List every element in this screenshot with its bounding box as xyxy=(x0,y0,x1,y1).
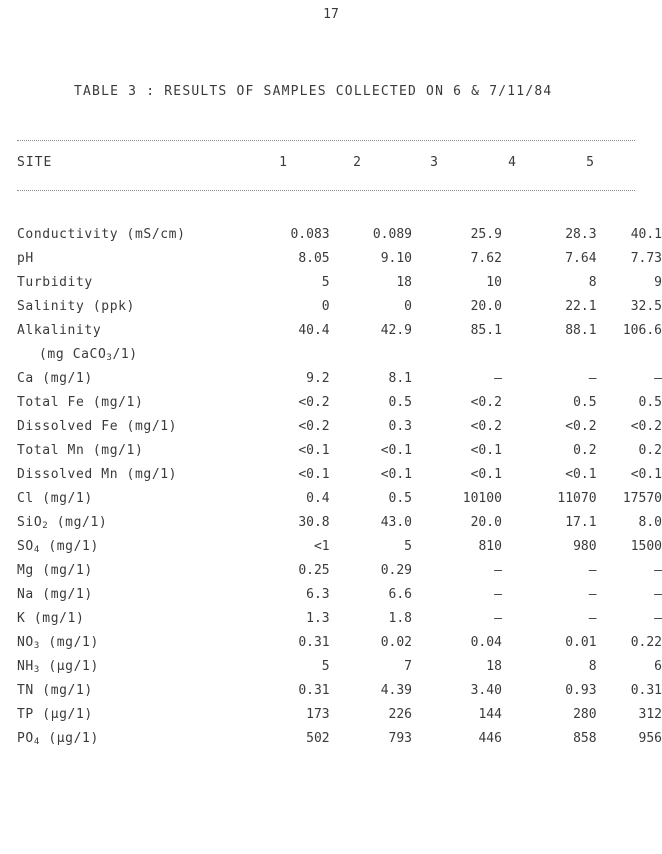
cell-site-2: 793 xyxy=(388,730,412,746)
cell-site-2 xyxy=(330,342,412,366)
cell-site-2: 0.02 xyxy=(380,634,412,650)
cell-site-4: 88.1 xyxy=(565,322,597,338)
cell-site-2: 0.089 xyxy=(372,226,412,242)
cell-site-1: 8.05 xyxy=(298,250,330,266)
row-label: Mg (mg/1) xyxy=(17,562,93,578)
cell-site-2: 9.10 xyxy=(380,250,412,266)
cell-site-4: 17.1 xyxy=(565,514,597,530)
cell-site-5: 0.2 xyxy=(638,442,662,458)
cell-site-5 xyxy=(597,342,662,366)
cell-site-3: <0.1 xyxy=(470,442,502,458)
table-header xyxy=(0,155,662,171)
cell-site-2: 6.6 xyxy=(388,586,412,602)
cell-site-1: 5 xyxy=(321,274,330,290)
cell-site-3: – xyxy=(494,370,502,386)
cell-site-2: 18 xyxy=(396,274,412,290)
cell-site-1: 1.3 xyxy=(306,610,330,626)
cell-site-5: <0.2 xyxy=(630,418,662,434)
site-header-4: 4 xyxy=(508,155,516,170)
cell-site-2: 0.5 xyxy=(388,394,412,410)
cell-site-5: 106.6 xyxy=(622,322,662,338)
cell-site-4: 22.1 xyxy=(565,298,597,314)
cell-site-1: 5 xyxy=(321,658,330,674)
cell-site-5: 0.5 xyxy=(638,394,662,410)
page-number: 17 xyxy=(323,7,339,22)
site-header-2: 2 xyxy=(353,155,361,170)
table-row xyxy=(13,558,662,582)
cell-site-5: 9 xyxy=(654,274,662,290)
cell-site-5: – xyxy=(654,562,662,578)
cell-site-3: – xyxy=(494,610,502,626)
row-label: $PO_4$ (μg/1) xyxy=(17,730,99,747)
cell-site-1: 0.31 xyxy=(298,682,330,698)
cell-site-3: 10 xyxy=(486,274,502,290)
cell-site-1: 0.25 xyxy=(298,562,330,578)
row-label: $SO_4$ (mg/1) xyxy=(17,538,99,555)
site-header-1: 1 xyxy=(279,155,287,170)
row-label: Conductivity (mS/cm) xyxy=(17,226,186,242)
cell-site-4: 28.3 xyxy=(565,226,597,242)
cell-site-3: <0.2 xyxy=(470,394,502,410)
row-label: Na (mg/1) xyxy=(17,586,93,602)
cell-site-4: 8 xyxy=(588,274,597,290)
row-label: Dissolved Fe (mg/1) xyxy=(17,418,178,434)
cell-site-4: <0.1 xyxy=(565,466,597,482)
cell-site-2: <0.1 xyxy=(380,466,412,482)
row-label: Total Mn (mg/1) xyxy=(17,442,144,458)
row-label: (mg CaCO$_3$/1) xyxy=(39,346,138,363)
cell-site-3: 0.04 xyxy=(470,634,502,650)
table-row xyxy=(13,510,662,534)
site-header-label: SITE xyxy=(17,155,53,170)
cell-site-5: 0.31 xyxy=(630,682,662,698)
cell-site-3: <0.1 xyxy=(470,466,502,482)
table-row xyxy=(13,654,662,678)
cell-site-3 xyxy=(412,342,502,366)
cell-site-1 xyxy=(260,342,329,366)
table-row xyxy=(13,678,662,702)
cell-site-4: 280 xyxy=(573,706,597,722)
cell-site-5: 956 xyxy=(638,730,662,746)
cell-site-4: – xyxy=(588,370,597,386)
cell-site-1: <0.1 xyxy=(298,442,330,458)
row-label: TP (μg/1) xyxy=(17,706,93,722)
cell-site-4: – xyxy=(588,610,597,626)
cell-site-1: <0.2 xyxy=(298,418,330,434)
row-label: Cl (mg/1) xyxy=(17,490,93,506)
cell-site-3: 810 xyxy=(478,538,502,554)
table-row xyxy=(13,726,662,750)
cell-site-4: 11070 xyxy=(557,490,597,506)
table-row xyxy=(13,438,662,462)
results-table xyxy=(13,222,662,750)
cell-site-2: 42.9 xyxy=(380,322,412,338)
cell-site-1: 0.31 xyxy=(298,634,330,650)
cell-site-3: – xyxy=(494,586,502,602)
cell-site-1: 6.3 xyxy=(306,586,330,602)
cell-site-3: 85.1 xyxy=(470,322,502,338)
table-row xyxy=(13,486,662,510)
cell-site-1: 0 xyxy=(321,298,330,314)
cell-site-2: 0.29 xyxy=(380,562,412,578)
cell-site-4: 0.01 xyxy=(565,634,597,650)
row-label: $NH_3$ (μg/1) xyxy=(17,658,99,675)
cell-site-3: 144 xyxy=(478,706,502,722)
row-label: K (mg/1) xyxy=(17,610,85,626)
cell-site-2: 0 xyxy=(404,298,412,314)
header-rule xyxy=(17,190,635,191)
cell-site-2: 226 xyxy=(388,706,412,722)
cell-site-2: 0.5 xyxy=(388,490,412,506)
cell-site-3: <0.2 xyxy=(470,418,502,434)
table-row xyxy=(13,582,662,606)
cell-site-3: 20.0 xyxy=(470,298,502,314)
cell-site-4: <0.2 xyxy=(565,418,597,434)
row-label: SiO$_2$ (mg/1) xyxy=(17,514,108,531)
cell-site-1: 502 xyxy=(306,730,330,746)
cell-site-4: 0.93 xyxy=(565,682,597,698)
cell-site-2: 8.1 xyxy=(388,370,412,386)
table-row xyxy=(13,606,662,630)
cell-site-4: 0.5 xyxy=(573,394,597,410)
cell-site-4: – xyxy=(588,586,597,602)
row-label: Alkalinity xyxy=(17,322,102,338)
cell-site-3: 7.62 xyxy=(470,250,502,266)
cell-site-4: – xyxy=(588,562,597,578)
cell-site-1: 9.2 xyxy=(306,370,330,386)
cell-site-4: 0.2 xyxy=(573,442,597,458)
cell-site-5: 40.1 xyxy=(630,226,662,242)
table-row xyxy=(13,318,662,342)
cell-site-5: 8.0 xyxy=(638,514,662,530)
cell-site-2: 7 xyxy=(404,658,412,674)
cell-site-3: – xyxy=(494,562,502,578)
table-row xyxy=(13,462,662,486)
table-row xyxy=(13,294,662,318)
cell-site-1: 0.083 xyxy=(290,226,330,242)
table-row xyxy=(13,270,662,294)
table-row xyxy=(13,390,662,414)
cell-site-1: <0.1 xyxy=(298,466,330,482)
cell-site-3: 3.40 xyxy=(470,682,502,698)
table-row xyxy=(13,414,662,438)
row-label: Dissolved Mn (mg/1) xyxy=(17,466,178,482)
cell-site-1: 0.4 xyxy=(306,490,330,506)
cell-site-1: 30.8 xyxy=(298,514,330,530)
cell-site-1: 40.4 xyxy=(298,322,330,338)
table-row xyxy=(13,366,662,390)
table-title: TABLE 3 : RESULTS OF SAMPLES COLLECTED ON 6 & 7/11/84 xyxy=(74,84,553,99)
cell-site-1: <0.2 xyxy=(298,394,330,410)
row-label: Total Fe (mg/1) xyxy=(17,394,144,410)
table-row xyxy=(13,702,662,726)
table-row xyxy=(13,246,662,270)
top-rule xyxy=(17,140,635,141)
cell-site-5: 1500 xyxy=(630,538,662,554)
cell-site-4 xyxy=(502,342,597,366)
cell-site-4: 7.64 xyxy=(565,250,597,266)
table-row xyxy=(13,342,662,366)
row-label: Ca (mg/1) xyxy=(17,370,93,386)
cell-site-5: – xyxy=(654,610,662,626)
cell-site-1: <1 xyxy=(313,538,330,554)
cell-site-5: 0.22 xyxy=(630,634,662,650)
site-header-3: 3 xyxy=(430,155,438,170)
table-row xyxy=(13,534,662,558)
cell-site-5: – xyxy=(654,370,662,386)
cell-site-2: 4.39 xyxy=(380,682,412,698)
cell-site-3: 10100 xyxy=(462,490,502,506)
cell-site-2: 43.0 xyxy=(380,514,412,530)
cell-site-5: 6 xyxy=(654,658,662,674)
cell-site-3: 446 xyxy=(478,730,502,746)
row-label: Salinity (ppk) xyxy=(17,298,135,314)
cell-site-1: 173 xyxy=(306,706,330,722)
cell-site-4: 980 xyxy=(573,538,597,554)
cell-site-2: <0.1 xyxy=(380,442,412,458)
cell-site-5: 32.5 xyxy=(630,298,662,314)
cell-site-4: 858 xyxy=(573,730,597,746)
table-row xyxy=(13,222,662,246)
cell-site-2: 0.3 xyxy=(388,418,412,434)
cell-site-5: 312 xyxy=(638,706,662,722)
row-label: $NO_3$ (mg/1) xyxy=(17,634,99,651)
cell-site-5: 17570 xyxy=(622,490,662,506)
cell-site-3: 18 xyxy=(486,658,502,674)
cell-site-5: <0.1 xyxy=(630,466,662,482)
table-row xyxy=(13,630,662,654)
site-header-5: 5 xyxy=(586,155,594,170)
cell-site-4: 8 xyxy=(588,658,597,674)
cell-site-3: 20.0 xyxy=(470,514,502,530)
cell-site-2: 1.8 xyxy=(388,610,412,626)
cell-site-5: – xyxy=(654,586,662,602)
row-label: TN (mg/1) xyxy=(17,682,93,698)
cell-site-3: 25.9 xyxy=(470,226,502,242)
row-label: pH xyxy=(17,250,34,266)
row-label: Turbidity xyxy=(17,274,93,290)
cell-site-2: 5 xyxy=(404,538,412,554)
cell-site-5: 7.73 xyxy=(630,250,662,266)
